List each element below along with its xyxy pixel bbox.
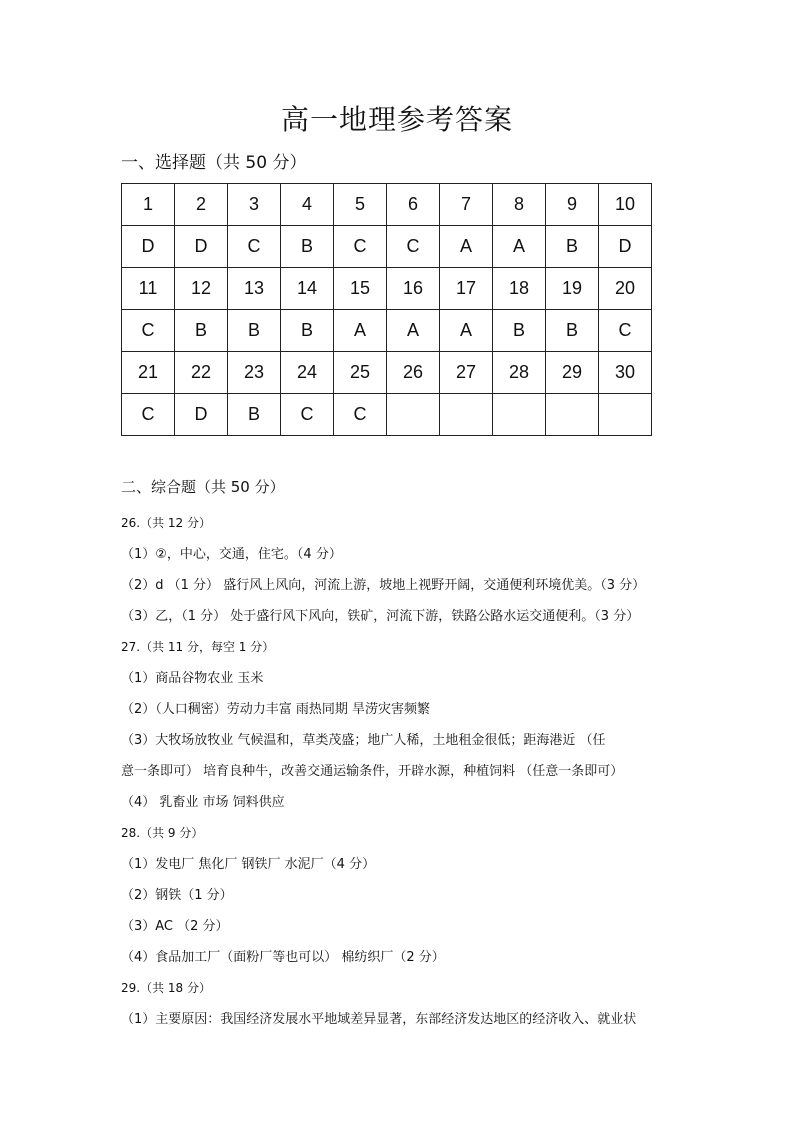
question-number-cell: 9 (546, 184, 599, 226)
answer-cell: C (228, 226, 281, 268)
question-number-cell: 22 (175, 352, 228, 394)
answer-cell: C (122, 394, 175, 436)
question-number-cell: 8 (493, 184, 546, 226)
question-number-cell: 7 (440, 184, 493, 226)
question-number-cell: 10 (599, 184, 652, 226)
answer-cell (546, 394, 599, 436)
answer-line: （3）乙，（1 分） 处于盛行风下风向，铁矿，河流下游，铁路公路水运交通便利。（3 分） (121, 609, 640, 624)
answer-row (122, 310, 652, 352)
question-number-cell: 4 (281, 184, 334, 226)
answer-cell: D (599, 226, 652, 268)
section-1-heading: 一、选择题（共 50 分） (121, 153, 307, 173)
answer-row (122, 226, 652, 268)
answer-line: （3）大牧场放牧业 气候温和，草类茂盛；地广人稀，土地租金很低；距海港近 （任 (121, 733, 606, 748)
answer-line: （1）商品谷物农业 玉米 (121, 671, 264, 686)
question-number-row (122, 268, 652, 310)
answer-cell: A (387, 310, 440, 352)
answer-lines (121, 508, 681, 1035)
question-number-cell: 20 (599, 268, 652, 310)
answer-cell: A (440, 310, 493, 352)
answer-line: （2）（人口稠密）劳动力丰富 雨热同期 旱涝灾害频繁 (121, 702, 431, 717)
question-number-cell: 12 (175, 268, 228, 310)
question-number-cell: 29 (546, 352, 599, 394)
answer-cell: B (228, 394, 281, 436)
answer-line: 26.（共 12 分） (121, 516, 211, 530)
answer-cell: D (175, 394, 228, 436)
answer-line: 29.（共 18 分） (121, 981, 211, 995)
answer-cell: A (493, 226, 546, 268)
answer-cell: B (175, 310, 228, 352)
answer-cell (387, 394, 440, 436)
answer-cell (440, 394, 493, 436)
question-number-cell: 19 (546, 268, 599, 310)
answer-cell: C (334, 226, 387, 268)
section-2-heading: 二、综合题（共 50 分） (121, 478, 285, 496)
answer-line: （4） 乳畜业 市场 饲料供应 (121, 795, 285, 810)
answer-line: 28.（共 9 分） (121, 826, 204, 840)
answer-cell: B (281, 310, 334, 352)
answer-line: （2）钢铁（1 分） (121, 888, 233, 903)
answer-line: （3）AC （2 分） (121, 919, 229, 934)
question-number-cell: 17 (440, 268, 493, 310)
answer-cell: C (334, 394, 387, 436)
answer-cell (599, 394, 652, 436)
answer-line: 意一条即可） 培育良种牛，改善交通运输条件，开辟水源，种植饲料 （任意一条即可） (121, 764, 624, 779)
question-number-cell: 23 (228, 352, 281, 394)
question-number-cell: 16 (387, 268, 440, 310)
question-number-cell: 25 (334, 352, 387, 394)
answer-cell: B (546, 226, 599, 268)
question-number-cell: 1 (122, 184, 175, 226)
answer-row (122, 394, 652, 436)
answer-line: （1）发电厂 焦化厂 钢铁厂 水泥厂（4 分） (121, 857, 376, 872)
question-number-cell: 15 (334, 268, 387, 310)
answer-line: （1）②，中心，交通，住宅。（4 分） (121, 547, 342, 562)
question-number-cell: 30 (599, 352, 652, 394)
answer-table (121, 183, 652, 436)
question-number-cell: 18 (493, 268, 546, 310)
question-number-cell: 21 (122, 352, 175, 394)
question-number-cell: 3 (228, 184, 281, 226)
page-title: 高一地理参考答案 (280, 103, 513, 136)
answer-cell: B (281, 226, 334, 268)
answer-line: （4）食品加工厂（面粉厂等也可以） 棉纺织厂（2 分） (121, 950, 445, 965)
question-number-cell: 6 (387, 184, 440, 226)
question-number-cell: 24 (281, 352, 334, 394)
answer-cell: A (440, 226, 493, 268)
question-number-cell: 14 (281, 268, 334, 310)
question-number-cell: 11 (122, 268, 175, 310)
question-number-cell: 5 (334, 184, 387, 226)
answer-cell: C (281, 394, 334, 436)
answer-line: 27.（共 11 分，每空 1 分） (121, 640, 275, 654)
question-number-row (122, 184, 652, 226)
answer-line: （2）d （1 分） 盛行风上风向，河流上游，坡地上视野开阔，交通便利环境优美。（3 分） (121, 578, 646, 593)
answer-cell: B (546, 310, 599, 352)
answer-cell: C (122, 310, 175, 352)
answer-cell (493, 394, 546, 436)
question-number-cell: 2 (175, 184, 228, 226)
question-number-cell: 26 (387, 352, 440, 394)
answer-cell: A (334, 310, 387, 352)
answer-cell: C (387, 226, 440, 268)
question-number-cell: 13 (228, 268, 281, 310)
answer-cell: D (175, 226, 228, 268)
answer-cell: B (493, 310, 546, 352)
question-number-cell: 28 (493, 352, 546, 394)
question-number-row (122, 352, 652, 394)
answer-line: （1）主要原因：我国经济发展水平地域差异显著，东部经济发达地区的经济收入、就业状 (121, 1012, 637, 1027)
answer-cell: C (599, 310, 652, 352)
answer-cell: B (228, 310, 281, 352)
question-number-cell: 27 (440, 352, 493, 394)
answer-cell: D (122, 226, 175, 268)
